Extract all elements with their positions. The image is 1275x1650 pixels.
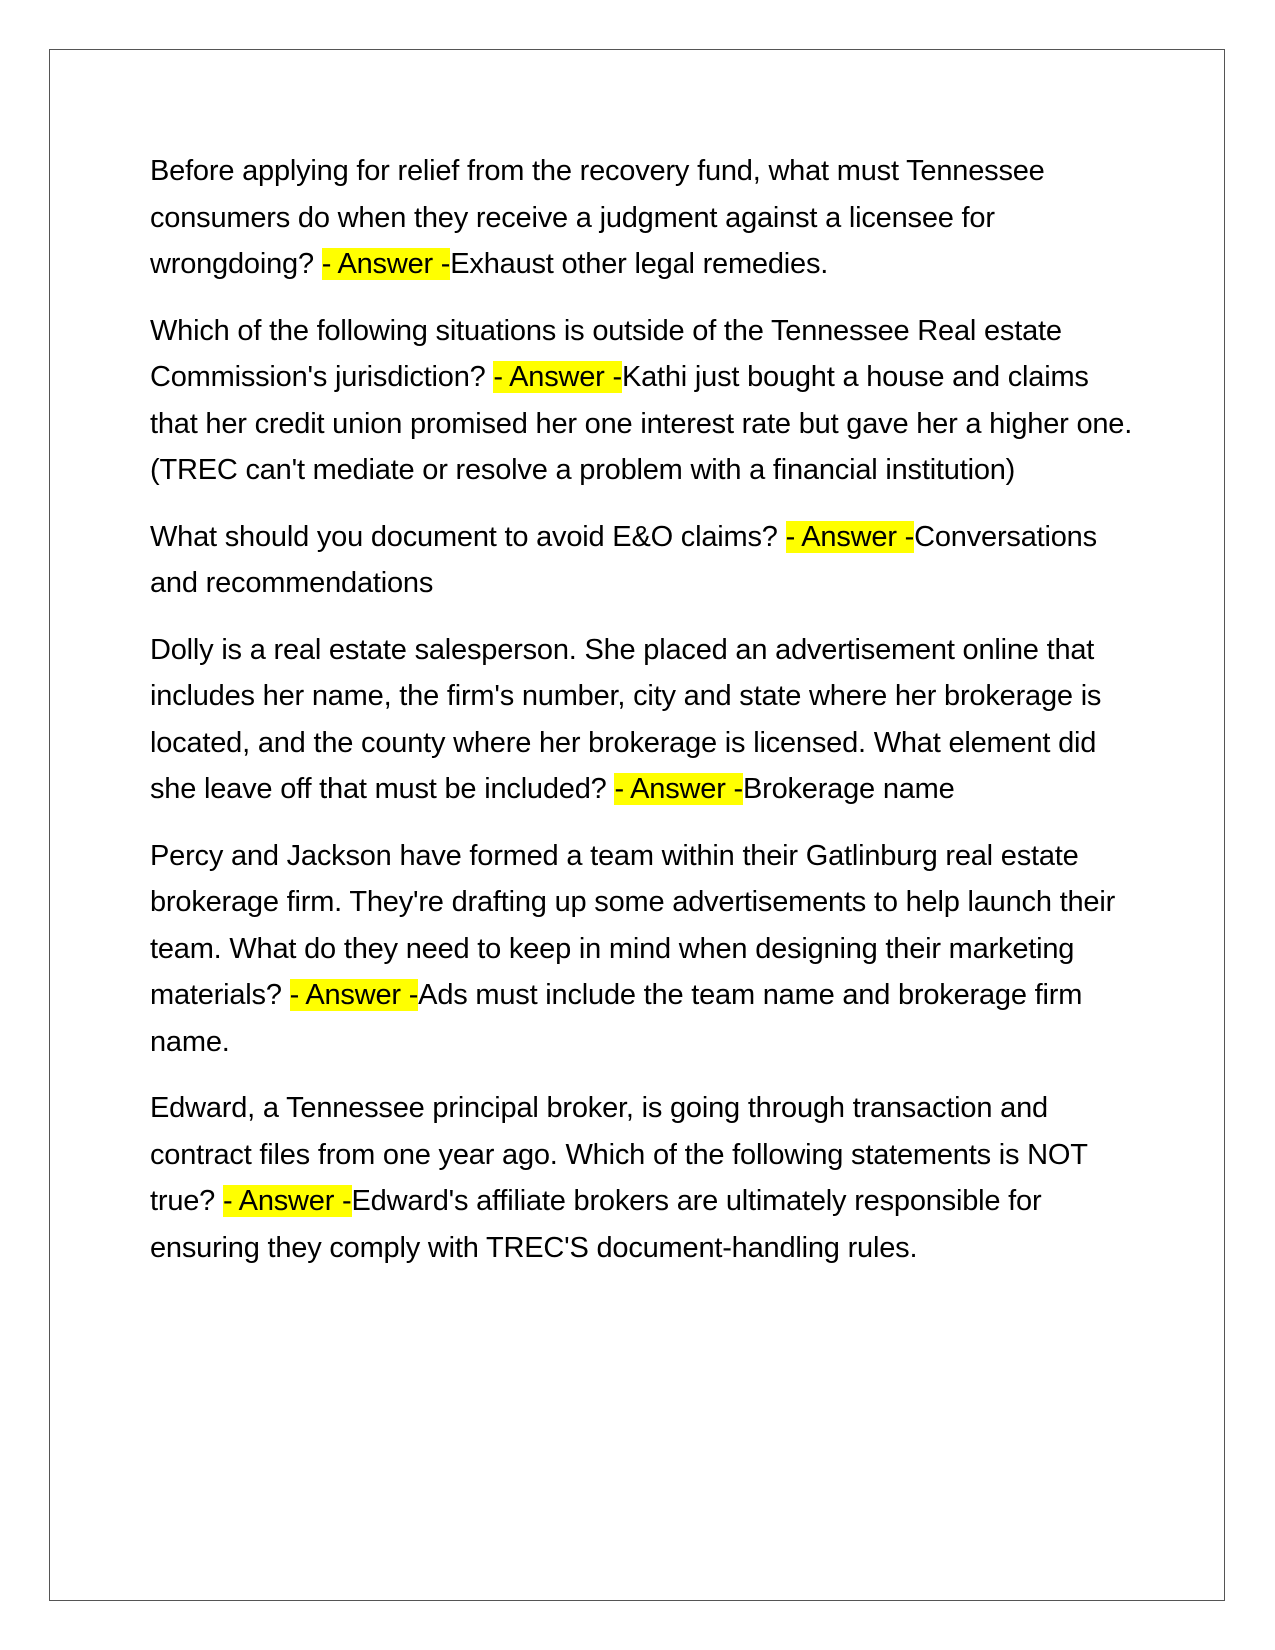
answer-text: Ads must include the team name and brokerage firm name. [150,979,1083,1058]
answer-marker: - Answer - [785,520,915,553]
question-text: Which of the following situations is outside of the Tennessee Real estate Commission's jurisdiction? [150,314,1062,393]
answer-marker: - Answer - [614,773,743,805]
answer-text: Edward's affiliate brokers are ultimately responsible for ensuring they comply with TREC'S document-handling rules. [150,1185,1042,1264]
answer-marker: - Answer - [321,248,451,280]
question-text: Dolly is a real estate salesperson. She placed an advertisement online that includes her name, the firm's number, city and state where her brokerage is located, and the county where her brokerage is licensed. What element did she leave off that must be included? [150,633,1102,805]
answer-text: Conversations and recommendations [150,520,1097,599]
answer-text: Kathi just bought a house and claims that her credit union promised her one interest rate but gave her a higher one. (TREC can't mediate or resolve a problem with a financial institution) [150,361,1133,486]
answer-marker: - Answer - [222,1185,352,1217]
answer-text: Brokerage name [742,773,955,805]
document-body [150,148,1135,1291]
question-text: Before applying for relief from the recovery fund, what must Tennessee consumers do when they receive a judgment against a licensee for wrongdoing? [150,155,1045,280]
qa-item-2 [150,308,1135,494]
question-text: Percy and Jackson have formed a team within their Gatlinburg real estate brokerage firm. They're drafting up some advertisements to help launch their team. What do they need to keep in mind when designing their marketing materials? [150,839,1116,1011]
qa-item-3 [150,514,1135,607]
qa-item-1 [150,148,1135,288]
answer-text: Exhaust other legal remedies. [450,248,829,280]
qa-item-6 [150,1085,1135,1271]
qa-item-4 [150,627,1135,813]
question-text: What should you document to avoid E&O claims? [150,520,786,553]
question-text: Edward, a Tennessee principal broker, is going through transaction and contract files from one year ago. Which of the following statements is NOT true? [150,1092,1088,1217]
answer-marker: - Answer - [289,979,419,1011]
qa-item-5 [150,833,1135,1066]
answer-marker: - Answer - [493,361,622,393]
